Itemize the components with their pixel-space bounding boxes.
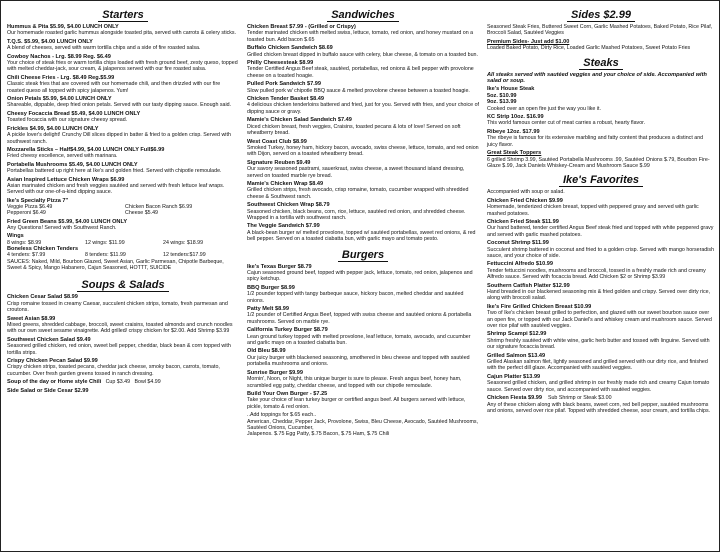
kc-strip: KC Strip 10oz. $16.99 This world famous center cut of meat carries a robust, hearty flavor. bbox=[487, 114, 646, 127]
soups-heading: Soups & Salads bbox=[7, 279, 239, 291]
steak-toppers: Great Steak Toppers 6 grilled Shrimp 3.99, Sautéed Portabella Mushrooms .99, Sautéed Onions $.79, Bourbon Fire-Glaze $.99, Jack Daniels Whiskey-Cream and Mushroom Sauce $.99 bbox=[487, 150, 710, 169]
menu-item bbox=[247, 45, 479, 58]
menu-item bbox=[487, 331, 715, 350]
item-name: Philly Cheesesteak $8.99 bbox=[247, 60, 314, 67]
menu-item bbox=[247, 348, 479, 367]
item-desc: Two of Ike's chicken breast grilled to perfection, and glazed with our sweet bourbon sauce over an open fire, or topped with our Jack Daniel's and whiskey cream and mushroom sauce. Served over rice pilaf with sautéed veggies. bbox=[487, 310, 712, 330]
item-name: Asian Inspired Lettuce Chicken Wraps $6.99 bbox=[7, 176, 125, 183]
pizza-title: Ike's Specialty Pizza 7" bbox=[7, 197, 69, 204]
item-desc: Our homemade roasted garlic hummus alongside toasted pita, served with carrots & celery sticks. bbox=[7, 30, 237, 37]
starters-list bbox=[7, 24, 239, 196]
item-desc: Grilled chicken strips, fresh avocado, crisp romaine, tomato, cucumber wrapped with shredded cheese & Southwest ranch. bbox=[247, 187, 469, 200]
tenders-8: 8 tenders: $11.99 bbox=[85, 252, 126, 259]
burgers-list bbox=[247, 264, 479, 411]
item-desc: Toasted focaccia with our signature cheesy spread. bbox=[7, 117, 128, 124]
menu-item bbox=[7, 75, 239, 94]
sauces-text: SAUCES: Naked, Mild, Bourbon Glazed, Sweet Asian, Garlic Parmesan, Chipotle Barbeque, Sweet & Spicy, Mango Habanero, Cajun Seasoned, HOTTT, SUICIDE bbox=[7, 258, 224, 271]
menu-item bbox=[7, 316, 239, 335]
item-desc: Take your choice of lean turkey burger or certified angus beef. All burgers served with lettuce, pickle, tomato & red onion. bbox=[247, 397, 466, 410]
item-name: BBQ Burger $8.99 bbox=[247, 284, 295, 291]
middle-column bbox=[247, 7, 479, 440]
menu-item bbox=[247, 181, 479, 200]
item-name: Cajun Platter $13.99 bbox=[487, 373, 541, 380]
item-desc: Homemade, tenderized chicken breast, topped with peppered gravy and served with garlic mashed potatoes. bbox=[487, 204, 699, 217]
sides-heading: Sides $2.99 bbox=[487, 9, 715, 21]
item-name: Mozzarella Sticks – Half$4.99, $4.00 LUNCH ONLY Full$6.99 bbox=[7, 146, 165, 153]
green-beans-item bbox=[7, 219, 239, 232]
item-desc: Classic steak fries that are covered with our homemade chili, and then drizzled with our fire roasted queso all topped with spicy jalapenos. Yum! bbox=[7, 81, 221, 94]
item-name: Chicken Fried Steak $11.99 bbox=[487, 218, 559, 225]
item-name: Pulled Pork Sandwich $7.99 bbox=[247, 81, 321, 88]
item-desc: A black-bean burger w/ melted provolone, topped w/ sautéed portabellas, sweet red onions, & red bell pepper. Served on a toasted ciabatta bun, with garlic mayo and tomato pesto. bbox=[247, 229, 476, 243]
item-name: Coconut Shrimp $11.99 bbox=[487, 240, 549, 247]
item-desc: Tender fettuccini noodles, mushrooms and broccoli, tossed in a freshly made rich and creamy Alfredo sauce. Served with focaccia bread. Add Chicken $2 or Shrimp $3.99 bbox=[487, 267, 706, 281]
menu-item bbox=[247, 285, 479, 304]
item-desc: Portabellas battered up right here at Ike's and golden fried. Served with chipotle remoulade. bbox=[7, 168, 222, 175]
item-desc: Shrimp freshly sautéed with white wine, garlic herb butter and tossed with linguine. Served with our signature focaccia bread. bbox=[487, 337, 710, 351]
chicken-fiesta: Chicken Fiesta $9.99 Sub Shrimp or Steak $3.00 Any of these chicken along with black beans, sweet corn, red bell pepper, sautéed mushrooms and onions, served over rice pilaf. Topped with shredded cheese, sour cream, and tortilla chips. bbox=[487, 395, 711, 414]
house-steak: Ike's House Steak 5oz. $10.99 9oz. $13.99 Cooked over an open fire just the way you like it. bbox=[487, 86, 601, 112]
menu-item bbox=[247, 160, 479, 179]
menu-item bbox=[247, 370, 479, 389]
item-desc: Diced chicken breast, fresh veggies, Craisins, toasted pecans & lots of love! Served on soft wheatberry bread. bbox=[247, 123, 461, 137]
sandwiches-heading: Sandwiches bbox=[247, 9, 479, 21]
item-name: Sunrise Burger $9.99 bbox=[247, 369, 303, 376]
item-desc: Grilled Alaskan salmon filet, lightly seasoned and grilled served with our dirty rice, and finished with the perfect dill glaze. Accompanied with sautéed veggies. bbox=[487, 359, 708, 372]
item-name: Mamie's Chicken Salad Sandwich $7.49 bbox=[247, 117, 352, 124]
item-name: Crispy Chicken Pecan Salad $9.99 bbox=[7, 358, 98, 365]
steaks-intro: All steaks served with sautéed veggies and your choice of side. Accompanied with salad or soup. bbox=[487, 71, 707, 85]
item-name: Shrimp Scampi $12.99 bbox=[487, 331, 547, 338]
right-column bbox=[487, 7, 715, 416]
item-name: Chicken Cesar Salad $8.99 bbox=[7, 294, 78, 301]
sides-desc: Seasoned Steak Fries, Buttered Sweet Corn, Garlic Mashed Potatoes, Baked Potato, Rice Pilaf, Broccoli Salad, Sautéed Veggies bbox=[487, 24, 713, 37]
item-desc: 1/2 pounder of Certified Angus Beef, topped with swiss cheese and sautéed onions & portabella mushrooms. Served on marble rye. bbox=[247, 312, 472, 325]
item-desc: Fried cheesy excellence, served with marinara. bbox=[7, 153, 118, 160]
item-desc: Cajun seasoned ground beef, topped with pepper jack, lettuce, tomato, red onion, jalapenos and spicy ketchup. bbox=[247, 270, 473, 283]
item-name: Southwest Chicken Salad $9.49 bbox=[7, 336, 91, 343]
item-name: Ike's Fire Grilled Chicken Breast $10.99 bbox=[487, 303, 592, 310]
item-desc: Lean ground turkey topped with melted provolone, leaf lettuce, tomato, avocado, and cucumber and garlic mayo on a toasted ciabatta bun. bbox=[247, 333, 471, 347]
item-name: Fried Green Beans $5.99, $4.00 LUNCH ONLY bbox=[7, 218, 128, 225]
item-name: Cheesy Focaccia Bread $5.49, $4.00 LUNCH ONLY bbox=[7, 110, 141, 117]
menu-item bbox=[247, 306, 479, 325]
item-desc: Our hand battered, tender certified Angus Beef steak fried and topped with white peppered gravy and served with garlic mashed potatoes. bbox=[487, 225, 714, 238]
item-desc: Seasoned chicken, black beans, corn, rice, lettuce, sautéed red onion, and shredded cheese. Wrapped in a tortilla with southwest ranch. bbox=[247, 208, 466, 221]
item-desc: Your choice of steak fries or warm tortilla chips loaded with fresh ground beef, zesty queso, topped with melted cheddar-jack, sour cream, & jalapenos served with our fire roasted salsa. bbox=[7, 60, 238, 73]
item-name: Signature Reuben $9.49 bbox=[247, 159, 311, 166]
item-name: Patty Melt $8.99 bbox=[247, 306, 289, 313]
item-name: Ike's Texas Burger $8.79 bbox=[247, 263, 312, 270]
item-desc: 1/2 pounder topped with tangy barbeque sauce, hickory bacon, melted cheddar and sautéed onions. bbox=[247, 291, 464, 304]
item-name: Southwest Chicken Wrap $8.79 bbox=[247, 202, 330, 209]
item-name: Southern Catfish Platter $12.99 bbox=[487, 282, 570, 289]
item-name: West Coast Club $8.99 bbox=[247, 138, 307, 145]
menu-item bbox=[7, 96, 239, 109]
item-name: Chicken Tender Basket $8.49 bbox=[247, 96, 325, 103]
starters-heading: Starters bbox=[7, 9, 239, 21]
menu-item bbox=[7, 337, 239, 356]
item-name: The Veggie Sandwich $7.99 bbox=[247, 223, 320, 230]
menu-item bbox=[487, 304, 715, 330]
item-desc: Mornin', Noon, or Night, this unique burger is sure to please. Fresh angus beef, honey ham, scrambled egg patty, cheddar cheese, and topped with our chipotle remoulade. bbox=[247, 376, 462, 389]
menu-item bbox=[7, 177, 239, 196]
burgers-heading: Burgers bbox=[247, 249, 479, 261]
item-name: Frickles $4.99, $4.00 LUNCH ONLY bbox=[7, 125, 99, 132]
menu-item bbox=[7, 294, 239, 313]
wings-12: 12 wings: $11.99 bbox=[85, 239, 125, 246]
wings-block bbox=[7, 233, 239, 271]
item-name: Buffalo Chicken Sandwich $8.69 bbox=[247, 45, 333, 52]
item-desc: Seasoned grilled chicken, and grilled shrimp in our freshly made rich and creamy Cajun tomato sauce. Served over dirty rice, and accompanied with sautéed veggies. bbox=[487, 380, 710, 393]
item-name: Build Your Own Burger - $7.25 bbox=[247, 390, 328, 397]
item-name: Cowboy Nachos - Lrg. $8.99 Reg. $6.49 bbox=[7, 53, 111, 60]
menu-item bbox=[7, 126, 239, 145]
item-desc: Any Questions! Served with Southwest Ranch. bbox=[7, 224, 117, 231]
wings-24: 24 wings: $18.99 bbox=[163, 239, 204, 246]
salads-list bbox=[7, 294, 239, 377]
item-desc: Our juicy burger with blackened seasoning, smothered in bleu cheese and topped with sautéed portabella mushrooms and onions. bbox=[247, 354, 470, 368]
menu-item bbox=[487, 198, 715, 217]
menu-item bbox=[487, 219, 715, 238]
menu-item bbox=[247, 60, 479, 79]
menu-item bbox=[247, 96, 479, 115]
item-name: Sweet Asian $8.99 bbox=[7, 315, 56, 322]
item-desc: Grilled chicken breast dipped in buffalo sauce with celery, blue cheese, & tomato on a toasted bun. bbox=[247, 51, 478, 58]
menu-item bbox=[7, 24, 239, 37]
menu-item bbox=[7, 54, 239, 73]
menu-item bbox=[247, 327, 479, 346]
ribeye: Ribeye 12oz. $17.99 The ribeye is famous for its extensive marbling and fatty content that produces a distinct and juicy flavor. bbox=[487, 128, 704, 148]
side-salad: Side Salad or Side Cesar $2.99 bbox=[7, 387, 89, 394]
pizza-option: Chicken Bacon Ranch $6.99 bbox=[125, 204, 193, 211]
pizza-option: Cheese $5.49 bbox=[125, 210, 158, 217]
menu-item bbox=[247, 264, 479, 283]
soup-of-day: Soup of the day or Home style Chili Cup $3.49 Bowl $4.99 bbox=[7, 379, 161, 386]
menu-item bbox=[247, 202, 479, 221]
menu-item bbox=[247, 223, 479, 242]
soup-bowl: Bowl $4.99 bbox=[134, 379, 161, 386]
sandwiches-list bbox=[247, 24, 479, 243]
item-name: Fettuccini Alfredo $10.99 bbox=[487, 261, 554, 268]
soup-cup: Cup $3.49 bbox=[105, 379, 131, 386]
wings-title: Wings bbox=[7, 233, 24, 240]
item-name: Onion Petals $5.99, $4.00 LUNCH ONLY bbox=[7, 96, 112, 103]
item-name: California Turkey Burger $8.79 bbox=[247, 327, 328, 334]
item-desc: Tender Certified Angus Beef steak, sautéed, portabellas, red onions & bell pepper with provolone cheese on a toasted hoagie. bbox=[247, 66, 474, 79]
menu-item bbox=[487, 261, 715, 280]
menu-item bbox=[7, 111, 239, 124]
item-name: Chili Cheese Fries - Lrg. $8.49 Reg.$5.99 bbox=[7, 74, 115, 81]
pizza-block bbox=[7, 198, 239, 217]
menu-item bbox=[247, 117, 479, 136]
item-desc: Seasoned grilled chicken, red onion, sweet bell pepper, cheddar, black bean & corn topped with tortilla strips. bbox=[7, 343, 231, 356]
item-desc: Asian marinated chicken and fresh veggies sautéed and served with fresh lettuce leaf wraps. Served with our one-of-a-kind dipping sauce. bbox=[7, 182, 225, 196]
item-desc: Hand breaded in our blackened seasoning mix & fried golden and crispy. Served over dirty rice, along with broccoli salad. bbox=[487, 289, 711, 302]
menu-item bbox=[487, 353, 715, 372]
item-name: Chicken Fried Chicken $9.99 bbox=[487, 197, 563, 204]
wings-8: 8 wings: $8.99 bbox=[7, 239, 42, 246]
item-name: Hummus & Pita $5.99, $4.00 LUNCH ONLY bbox=[7, 24, 119, 30]
menu-item bbox=[247, 81, 479, 94]
menu-item bbox=[247, 24, 479, 43]
menu-item bbox=[247, 139, 479, 158]
pizza-option: Veggie Pizza $6.49 bbox=[7, 204, 53, 211]
item-name: T.Q.S. $5.99, $4.00 LUNCH ONLY bbox=[7, 38, 93, 45]
menu-item bbox=[7, 39, 239, 52]
pizza-option: Pepperoni $6.49 bbox=[7, 210, 46, 217]
pizza-grid bbox=[7, 204, 239, 216]
item-name: Grilled Salmon $13.49 bbox=[487, 352, 546, 359]
item-name: Chicken Breast $7.99 - (Grilled or Crispy) bbox=[247, 24, 356, 30]
item-desc: Shareable, dippable, deep fried onion petals. Served with our tasty dipping sauce. Enough said. bbox=[7, 102, 232, 109]
steaks-heading: Steaks bbox=[487, 57, 715, 69]
tenders-4: 4 tenders: $7.99 bbox=[7, 252, 46, 259]
item-desc: 4 delicious chicken tenderloins battered and fried, just for you. Served with fries, and your choice of dipping sauce or gravy. bbox=[247, 102, 480, 115]
item-desc: A pickle lover's delight! Crunchy Dill slices dipped in batter & fried to a golden crisp. Served with southwest ranch. bbox=[7, 132, 231, 145]
item-name: Portabella Mushrooms $5.49, $4.00 LUNCH ONLY bbox=[7, 161, 138, 168]
item-desc: Crispy chicken strips, toasted pecans, cheddar jack cheese, smoky bacon, carrots, tomato, cucumber. Over fresh garden greens tossed in ranch dressing. bbox=[7, 364, 220, 377]
item-desc: Mixed greens, shredded cabbage, broccoli, sweet craisins, toasted almonds and crunch noodles with our own sweet sesame vinaigrette. Add grilled/ crispy chicken for $2.00. Add Shrimp $3.99 bbox=[7, 322, 233, 335]
menu-item bbox=[487, 283, 715, 302]
item-desc: Slow pulled pork w/ chipotle BBQ sauce & melted provolone cheese between a toasted hoagie. bbox=[247, 87, 470, 94]
item-desc: Smoked Turkey, honey ham, hickory bacon, avocado, swiss cheese, lettuce, tomato, and red onion with Dijon, served on a toasted wheatberry bread. bbox=[247, 144, 479, 158]
menu-item bbox=[487, 240, 715, 259]
menu-item bbox=[7, 358, 239, 377]
favorites-list bbox=[487, 198, 715, 393]
favorites-intro: Accompanied with soup or salad. bbox=[487, 189, 565, 196]
menu-item bbox=[247, 391, 479, 410]
item-desc: A blend of cheeses, served with warm tortilla chips and a side of fire roasted salsa. bbox=[7, 45, 201, 52]
item-name: Mamie's Chicken Wrap $8.49 bbox=[247, 180, 324, 187]
item-desc: Succulent shrimp battered in coconut and fried to a golden crisp. Served with mango horseradish sauce, and your choice of side. bbox=[487, 246, 715, 259]
item-name: Old Bleu $8.99 bbox=[247, 348, 286, 355]
premium-sides: Premium Sides- Just add $1.00 Loaded Baked Potato, Dirty Rice, Loaded Garlic Mashed Potatoes, Sweet Potato Fries bbox=[487, 38, 691, 52]
item-desc: Tender marinated chicken with melted swiss, lettuce, tomato, red onion, and honey mustard on a toasted bun. Add bacon $.65 bbox=[247, 30, 474, 43]
burger-addons: ..Add toppings for $.65 each.. American, Cheddar, Pepper Jack, Provolone, Swiss, Bleu Cheese, Avocado, Sautéed Mushrooms, Sautéed Onions, Cucumber, Jalapenos. $.75 Egg Patty, $.75 Bacon, $.75 Ham, $.75 Chili bbox=[247, 412, 479, 438]
item-desc: Our savory seasoned pastrami, sauerkraut, swiss cheese, a sweet thousand island dressing, served on toasted marble rye bread. bbox=[247, 166, 465, 179]
menu-item bbox=[7, 147, 239, 160]
left-column bbox=[7, 7, 239, 396]
favorites-heading: Ike's Favorites bbox=[487, 174, 715, 186]
item-desc: Crisp romaine tossed in creamy Caesar, succulent chicken strips, tomato, fresh parmesan and croutons. bbox=[7, 300, 228, 314]
menu-item bbox=[487, 374, 715, 393]
tenders-title: Boneless Chicken Tenders bbox=[7, 245, 79, 252]
tenders-12: 12 tenders:$17.99 bbox=[163, 252, 206, 259]
menu-item bbox=[7, 162, 239, 175]
